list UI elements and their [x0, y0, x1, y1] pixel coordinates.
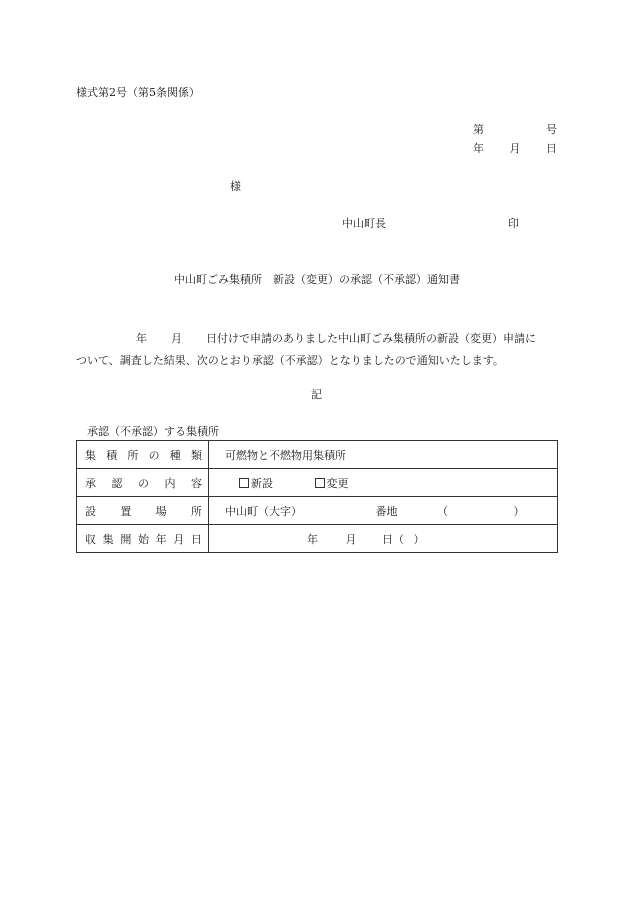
start-day: 日（ — [382, 532, 404, 546]
checkbox-change[interactable] — [315, 478, 325, 488]
seal-mark: 印 — [508, 217, 519, 230]
location-label-cell — [77, 497, 209, 525]
document-title: 中山町ごみ集積所 新設（変更）の承認（不承認）通知書 — [174, 273, 460, 286]
option-change-label: 変更 — [326, 476, 349, 490]
checkbox-new[interactable] — [239, 478, 249, 488]
body-line2: ついて、調査した結果、次のとおり承認（不承認）となりましたので通知いたします。 — [76, 354, 504, 367]
start-date-value — [209, 525, 558, 553]
type-label-cell — [77, 441, 209, 469]
option-new[interactable] — [239, 477, 273, 490]
doc-date-month: 月 — [509, 142, 521, 155]
doc-number-prefix: 第 — [473, 123, 484, 136]
start-month: 月 — [345, 532, 357, 546]
table-row — [77, 525, 558, 553]
location-town: 中山町（大字） — [225, 504, 302, 518]
section-heading: 承認（不承認）する集積所 — [87, 425, 219, 438]
body-month: 月 — [171, 332, 182, 345]
document-number — [473, 123, 557, 137]
start-year: 年 — [307, 532, 318, 546]
table-row — [77, 441, 558, 469]
type-label: 集 積 所 の 種 類 — [85, 448, 202, 462]
location-value — [209, 497, 558, 525]
collection-site-table — [76, 440, 558, 553]
doc-date-year: 年 — [473, 142, 484, 155]
paren-close: ） — [513, 504, 525, 518]
body-line1: 日付けで申請のありました中山町ごみ集積所の新設（変更）申請に — [206, 332, 536, 345]
type-value: 可燃物と不燃物用集積所 — [209, 441, 558, 469]
table-row — [77, 469, 558, 497]
doc-date-day: 日 — [546, 142, 557, 155]
start-label-cell — [77, 525, 209, 553]
form-id: 様式第2号（第5条関係） — [76, 86, 200, 99]
location-label: 設 置 場 所 — [85, 504, 202, 518]
body-paragraph — [76, 328, 558, 372]
addressee-suffix: 様 — [230, 180, 241, 193]
location-banchi: 番地 — [375, 504, 398, 518]
option-new-label: 新設 — [251, 476, 273, 490]
paren-open: （ — [437, 504, 448, 518]
doc-number-suffix: 号 — [546, 123, 557, 136]
ki-mark: 記 — [311, 388, 322, 401]
option-change[interactable] — [315, 477, 349, 490]
document-date — [473, 142, 557, 156]
content-label: 承 認 の 内 容 — [85, 476, 202, 490]
start-close: ） — [413, 532, 425, 546]
start-label: 収 集 開 始 年 月 日 — [85, 532, 202, 546]
issuer-title: 中山町長 — [342, 217, 386, 230]
table-row — [77, 497, 558, 525]
content-label-cell — [77, 469, 209, 497]
body-year: 年 — [136, 332, 147, 345]
approval-options — [209, 469, 558, 497]
